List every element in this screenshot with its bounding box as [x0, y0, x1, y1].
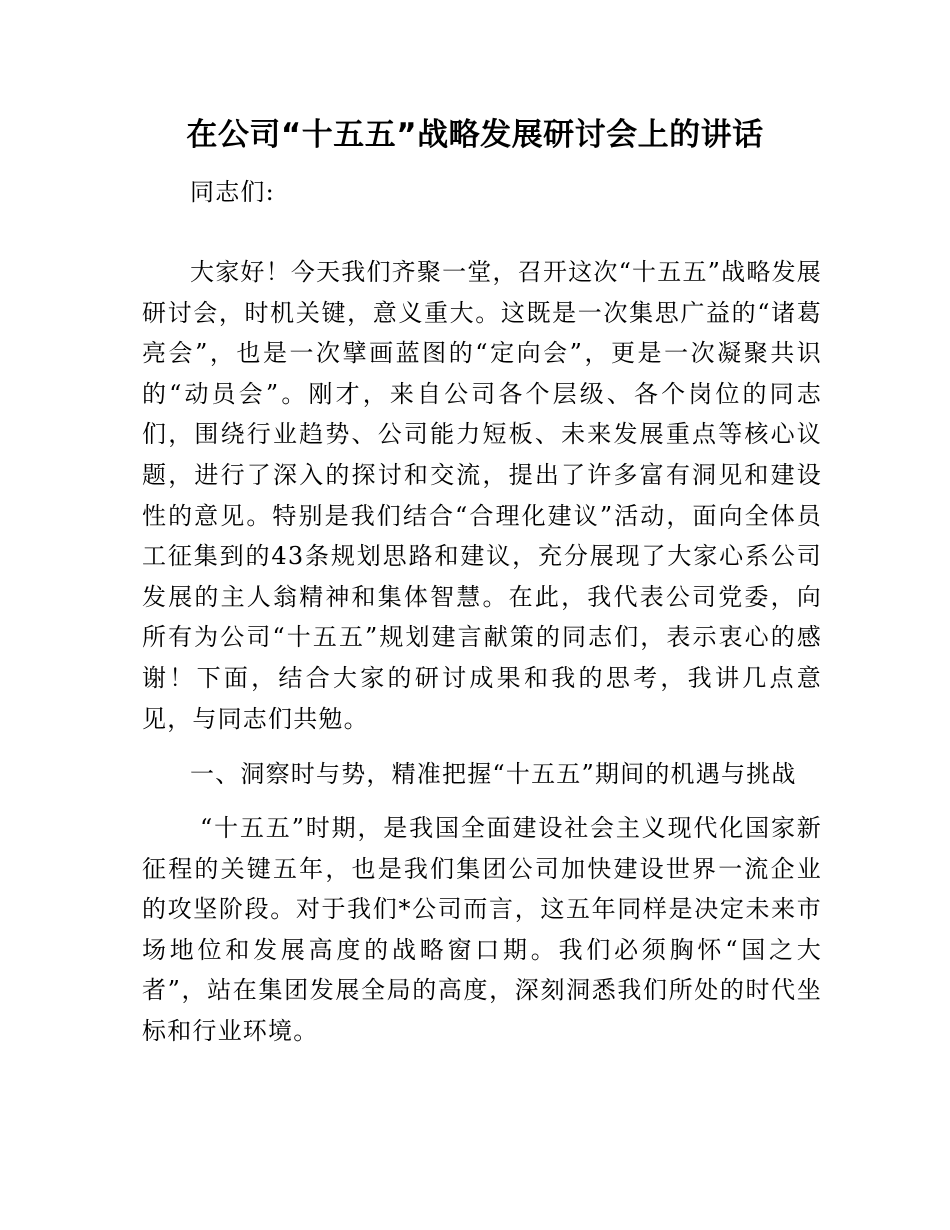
- section-paragraph: “十五五”时期，是我国全面建设社会主义现代化国家新征程的关键五年，也是我们集团公司加快建设世界一流企业的攻坚阶段。对于我们*公司而言，这五年同样是决定未来市场地位和发展高度的战略窗口期。我们必须胸怀“国之大者”，站在集团发展全局的高度，深刻洞悉我们所处的时代坐标和行业环境。: [142, 814, 822, 1045]
- salutation: 同志们:: [190, 178, 275, 206]
- opening-paragraph: 大家好！今天我们齐聚一堂，召开这次“十五五”战略发展研讨会，时机关键，意义重大。这既是一次集思广益的“诸葛亮会”，也是一次擘画蓝图的“定向会”，更是一次凝聚共识的“动员会”。刚才，来自公司各个层级、各个岗位的同志们，围绕行业趋势、公司能力短板、未来发展重点等核心议题，进行了深入的探讨和交流，提出了许多富有洞见和建设性的意见。特别是我们结合“合理化建议”活动，面向全体员工征集到的43条规划思路和建议，充分展现了大家心系公司发展的主人翁精神和集体智慧。在此，我代表公司党委，向所有为公司“十五五”规划建言献策的同志们，表示衷心的感谢！下面，结合大家的研讨成果和我的思考，我讲几点意见，与同志们共勉。: [142, 258, 822, 733]
- section-heading: 一、洞察时与势，精准把握“十五五”期间的机遇与挑战: [190, 760, 797, 788]
- document-title: 在公司“十五五”战略发展研讨会上的讲话: [186, 117, 764, 153]
